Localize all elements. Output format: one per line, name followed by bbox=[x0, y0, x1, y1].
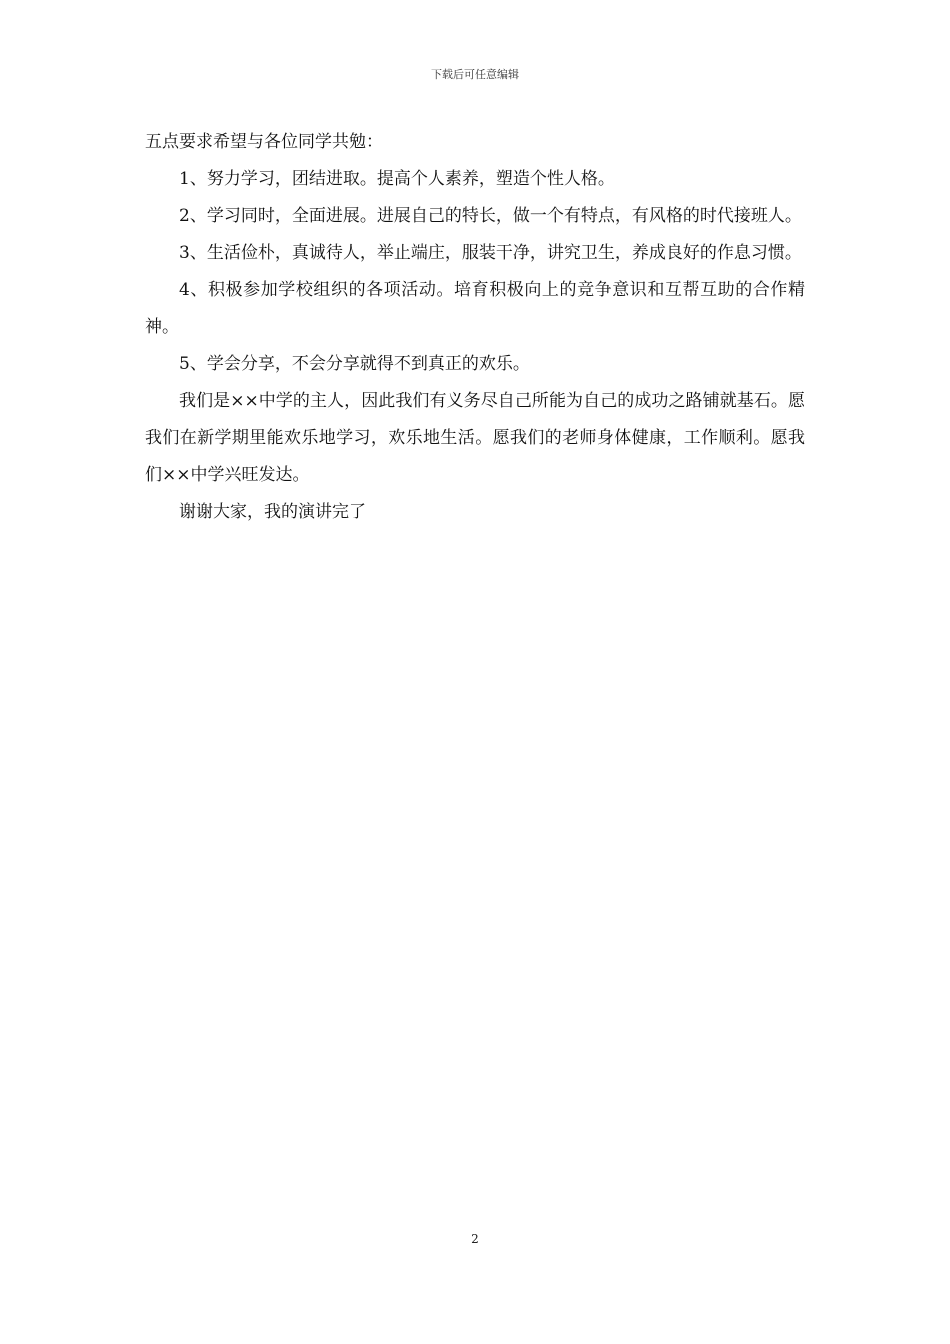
page-header: 下载后可任意编辑 bbox=[431, 68, 519, 81]
paragraph-intro: 五点要求希望与各位同学共勉： bbox=[145, 132, 383, 152]
paragraph-item-1: 1、努力学习，团结进取。提高个人素养，塑造个性人格。 bbox=[179, 169, 615, 189]
paragraph-item-3: 3、生活俭朴，真诚待人，举止端庄，服装干净，讲究卫生，养成良好的作息习惯。 bbox=[179, 243, 802, 263]
paragraph-closing: 我们是××中学的主人，因此我们有义务尽自己所能为自己的成功之路铺就基石。愿我们在新学期里能欢乐地学习，欢乐地生活。愿我们的老师身体健康，工作顺利。愿我们××中学兴旺发达。 bbox=[145, 391, 805, 485]
paragraph-item-4: 4、积极参加学校组织的各项活动。培育积极向上的竞争意识和互帮互助的合作精神。 bbox=[145, 280, 805, 337]
document-body bbox=[145, 124, 805, 531]
paragraph-item-5: 5、学会分享，不会分享就得不到真正的欢乐。 bbox=[179, 354, 530, 374]
paragraph-item-2: 2、学习同时，全面进展。进展自己的特长，做一个有特点，有风格的时代接班人。 bbox=[179, 206, 802, 226]
paragraph-thanks: 谢谢大家，我的演讲完了 bbox=[179, 502, 366, 522]
page-number: 2 bbox=[471, 1232, 479, 1246]
